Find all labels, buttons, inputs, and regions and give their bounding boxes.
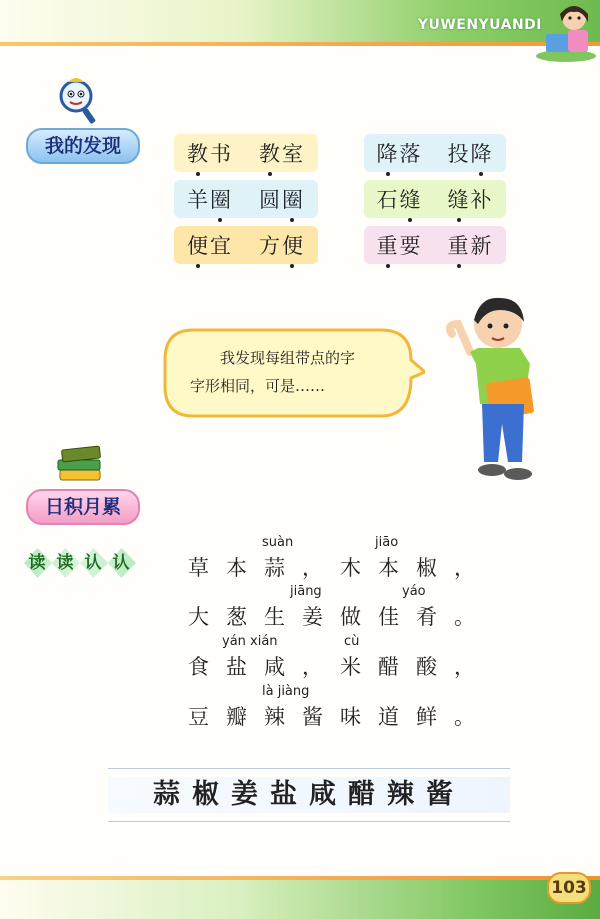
pinyin-suan: suàn bbox=[262, 535, 294, 550]
book-stack-icon bbox=[56, 440, 106, 488]
word-group-5 bbox=[364, 180, 506, 218]
poem-line-1: 草本蒜，木本椒， bbox=[188, 556, 492, 580]
girl-reading-illustration bbox=[532, 0, 600, 62]
section-title-accumulate: 日积月累 bbox=[26, 489, 140, 525]
word: 重要 bbox=[377, 230, 423, 260]
read-tag-char: 读 bbox=[28, 553, 46, 573]
brand-text: YUWENYUANDI bbox=[417, 17, 542, 33]
word: 石缝 bbox=[377, 184, 423, 214]
header-rule bbox=[0, 42, 600, 46]
read-and-recognize-tag bbox=[24, 548, 134, 578]
poem-line-4: 豆瓣辣酱味道鲜。 bbox=[188, 705, 492, 729]
poem-line-3: 食盐咸，米醋酸， bbox=[188, 655, 492, 679]
footer-band bbox=[0, 876, 600, 919]
word: 圆圈 bbox=[259, 184, 305, 214]
poem-line-2: 大葱生姜做佳肴。 bbox=[188, 605, 492, 629]
new-characters-text: 蒜椒姜盐咸醋辣酱 bbox=[153, 779, 465, 810]
word-group-6 bbox=[364, 226, 506, 264]
word: 降落 bbox=[377, 138, 423, 168]
pinyin-cu: cù bbox=[344, 634, 360, 649]
pinyin-yan-xian: yán xián bbox=[222, 634, 278, 649]
pinyin-jiang: jiāng bbox=[290, 584, 322, 599]
read-tag-char: 认 bbox=[84, 553, 102, 573]
word-group-2 bbox=[174, 180, 318, 218]
word-group-1 bbox=[174, 134, 318, 172]
read-tag-char: 读 bbox=[56, 553, 74, 573]
pinyin-yao: yáo bbox=[402, 584, 426, 599]
pinyin-la-jiang: là jiàng bbox=[262, 684, 310, 699]
page-number: 103 bbox=[547, 872, 591, 904]
pinyin-jiao: jiāo bbox=[375, 535, 399, 550]
boy-holding-book-illustration bbox=[440, 294, 540, 488]
bubble-line-2: 字形相同，可是…… bbox=[190, 377, 326, 395]
word: 教书 bbox=[187, 138, 233, 168]
magnifier-mascot-icon bbox=[56, 74, 102, 126]
new-characters-band bbox=[108, 777, 510, 813]
word-group-3 bbox=[174, 226, 318, 264]
footer-rule bbox=[0, 876, 600, 880]
bubble-line-1: 我发现每组带点的字 bbox=[220, 349, 356, 367]
word: 缝补 bbox=[448, 184, 494, 214]
word: 羊圈 bbox=[187, 184, 233, 214]
word: 重新 bbox=[448, 230, 494, 260]
read-tag-char: 认 bbox=[112, 553, 130, 573]
word: 教室 bbox=[259, 138, 305, 168]
new-characters-row bbox=[108, 768, 510, 822]
word-group-4 bbox=[364, 134, 506, 172]
word: 便宜 bbox=[187, 230, 233, 260]
section-title-discover: 我的发现 bbox=[26, 128, 140, 164]
speech-bubble-text bbox=[190, 344, 390, 400]
word: 投降 bbox=[448, 138, 494, 168]
word: 方便 bbox=[259, 230, 305, 260]
